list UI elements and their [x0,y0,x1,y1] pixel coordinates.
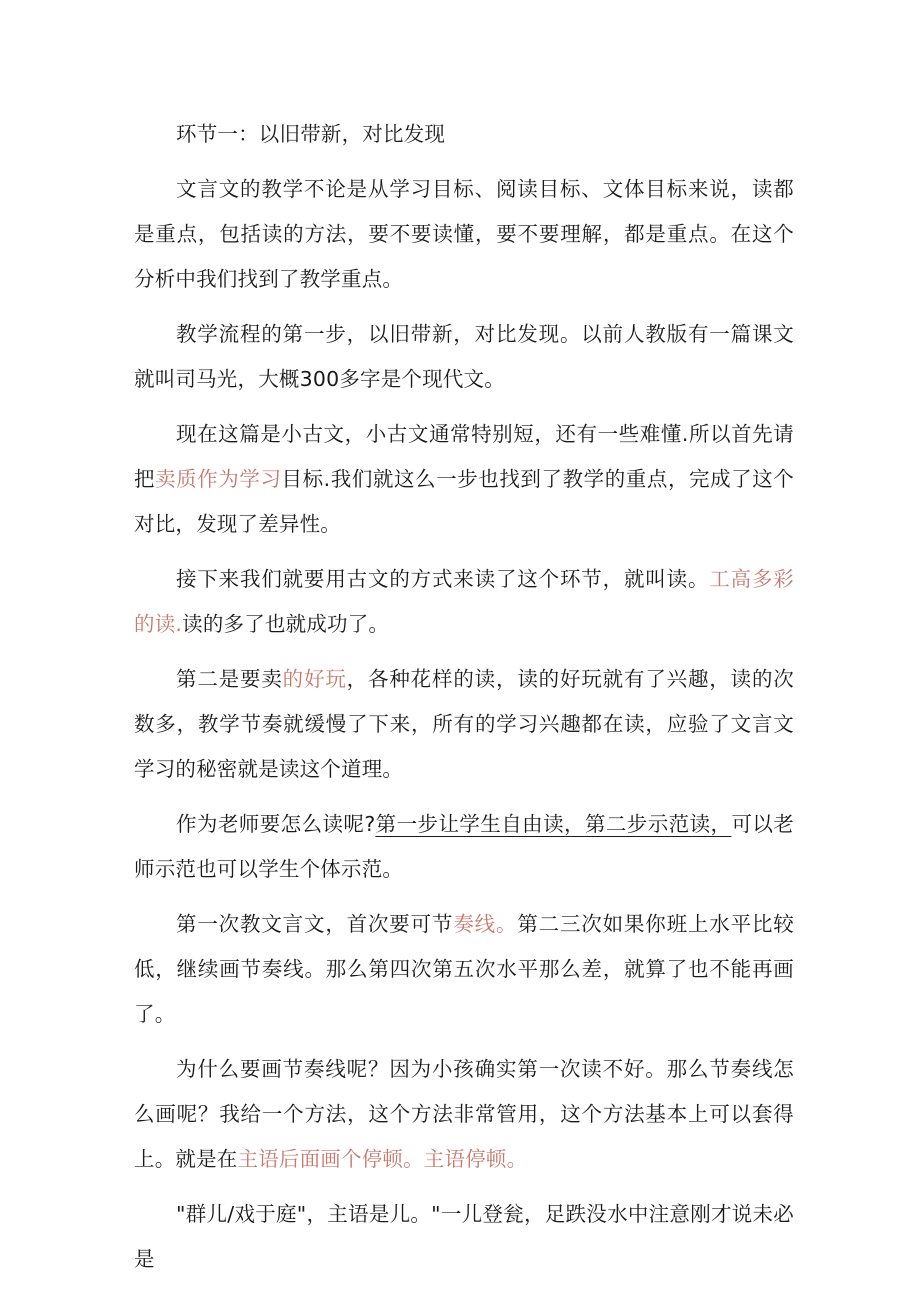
paragraph-9: "群儿/戏于庭"，主语是儿。"一儿登瓮，足跌没水中注意刚才说未必是 [134,1202,794,1271]
paragraph-8-highlight: 主语后面画个停顿。主语停顿。 [237,1147,528,1171]
paragraph-7-text-b: 第二三次如果你班上水平比较低，继续画节奏线。那么第四次第五次水平那么差，就算了也不能再画了。 [134,912,794,1026]
paragraph-3-text-a: 现在这篇是小古文，小古文通常特别短，还有一些难懂.所以首先请把 [134,422,794,491]
paragraph-6 [134,802,794,892]
paragraph-3 [134,412,794,547]
section-heading: 环节一：以旧带新，对比发现 [176,122,446,146]
paragraph-1: 文言文的教学不论是从学习目标、阅读目标、文体目标来说，读都是重点，包括读的方法，要不要读懂，要不要理解，都是重点。在这个分析中我们找到了教学重点。 [134,177,794,291]
paragraph-4-text-b: 读的多了也就成功了。 [182,612,390,636]
paragraph-8 [134,1047,794,1182]
paragraph-6-underlined: 第一步让学生自由读，第二步示范读， [375,812,732,836]
paragraph-5 [134,657,794,792]
paragraph-6-text-b: 可以老师示范也可以学生个体示范。 [134,812,794,881]
paragraph-4 [134,557,794,647]
paragraph-4-text-a: 接下来我们就要用古文的方式来读了这个环节，就叫读。 [176,567,710,591]
paragraph-5-text-a: 第二是要卖 [176,667,283,691]
paragraph-2: 教学流程的第一步，以旧带新，对比发现。以前人教版有一篇课文就叫司马光，大概300多字是个现代文。 [134,322,794,391]
document-body [134,112,794,1292]
paragraph-3-text-b: 目标.我们就这么一步也找到了教学的重点，完成了这个对比，发现了差异性。 [134,467,795,536]
paragraph-7-highlight: 奏线。 [453,912,518,936]
paragraph-8-text-a: 为什么要画节奏线呢？因为小孩确实第一次读不好。那么节奏线怎么画呢？我给一个方法，这个方法非常管用，这个方法基本上可以套得上。就是在 [134,1057,794,1171]
paragraph-4-highlight: 工高多彩的读. [134,567,794,636]
paragraph-5-highlight: 的好玩 [282,667,347,691]
paragraph-6-text-a: 作为老师要怎么读呢? [176,812,376,836]
paragraph-7-text-a: 第一次教文言文，首次要可节 [176,912,454,936]
paragraph-3-highlight: 卖质作为学习 [155,467,282,491]
paragraph-5-text-b: ，各种花样的读，读的好玩就有了兴趣，读的次数多，教学节奏就缓慢了下来，所有的学习兴趣都在读，应验了文言文学习的秘密就是读这个道理。 [134,667,795,781]
paragraph-7 [134,902,794,1037]
